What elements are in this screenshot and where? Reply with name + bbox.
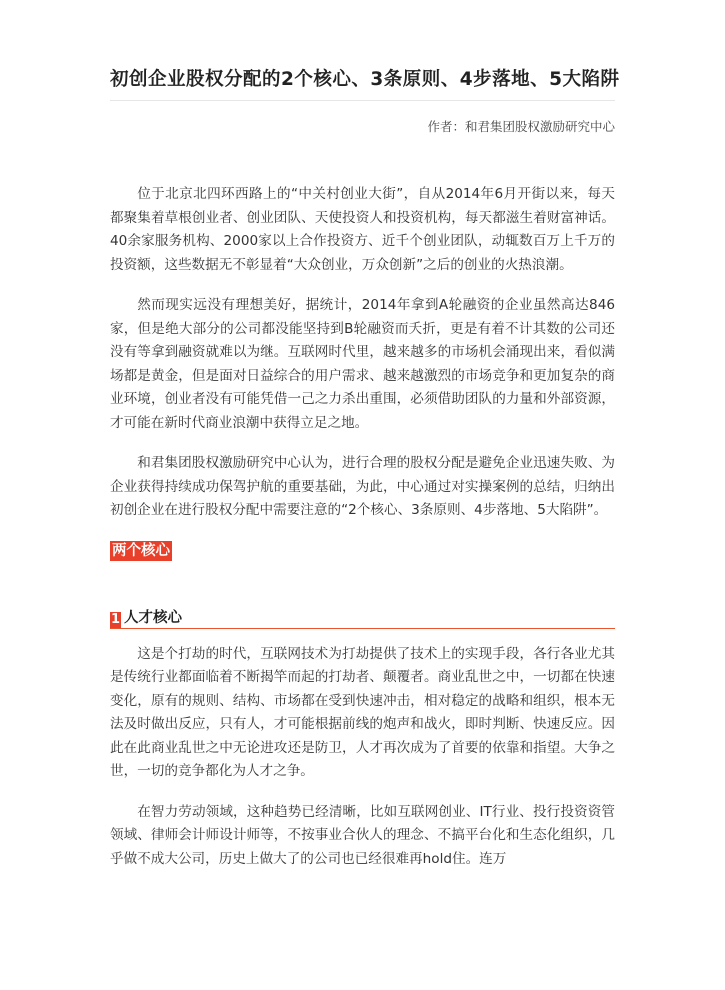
section-heading: 两个核心 [112,542,170,559]
article-title: 初创企业股权分配的2个核心、3条原则、4步落地、5大陷阱 [110,69,620,90]
paragraph-intellectual-labor: 在智力劳动领域，这种趋势已经清晰，比如互联网创业、IT行业、投行投资资管领域、律师会计师设计师等，不按事业合伙人的理念、不搞平台化和生态化组织，几乎做不成大公司，历史上做大了的公司也已经很难再hold住。连万 [110,803,615,867]
paragraph-intro: 位于北京北四环西路上的“中关村创业大街”，自从2014年6月开街以来，每天都聚集着草根创业者、创业团队、天使投资人和投资机构，每天都滋生着财富神话。40余家服务机构、2000家以上合作投资方、近千个创业团队，动辄数百万上千万的投资额，这些数据无不彰显着“大众创业，万众创新”之后的创业的火热浪潮。 [110,186,615,273]
paragraph-center-view: 和君集团股权激励研究中心认为，进行合理的股权分配是避免企业迅速失败、为企业获得持续成功保驾护航的重要基础，为此，中心通过对实操案例的总结，归纳出初创企业在进行股权分配中需要注意的“2个核心、3条原则、4步落地、5大陷阱”。 [110,455,615,518]
title-divider [110,100,615,101]
paragraph-talent-era: 这是个打劫的时代，互联网技术为打劫提供了技术上的实现手段，各行各业尤其是传统行业都面临着不断揭竿而起的打劫者、颠覆者。商业乱世之中，一切都在快速变化，原有的规则、结构、市场都在受到快速冲击，相对稳定的战略和组织，根本无法及时做出反应，只有人，才可能根据前线的炮声和战火，即时判断、快速反应。因此在此商业乱世之中无论进攻还是防卫，人才再次成为了首要的依靠和指望。大争之世，一切的竞争都化为人才之争。 [110,645,615,779]
paragraph-reality: 然而现实远没有理想美好，据统计，2014年拿到A轮融资的企业虽然高达846家，但是绝大部分的公司都没能坚持到B轮融资而夭折，更是有着不计其数的公司还没有等拿到融资就难以为继。互联网时代里，越来越多的市场机会涌现出来，看似满场都是黄金，但是面对日益综合的用户需求、越来越激烈的市场竞争和更加复杂的商业环境，创业者没有可能凭借一己之力杀出重围，必须借助团队的力量和外部资源，才可能在新时代商业浪潮中获得立足之地。 [110,297,615,431]
subsection-heading [110,608,615,629]
author-line: 作者：和君集团股权激励研究中心 [427,119,615,134]
subsection-label: 人才核心 [124,609,182,626]
subsection-number-badge: 1 [110,611,121,627]
